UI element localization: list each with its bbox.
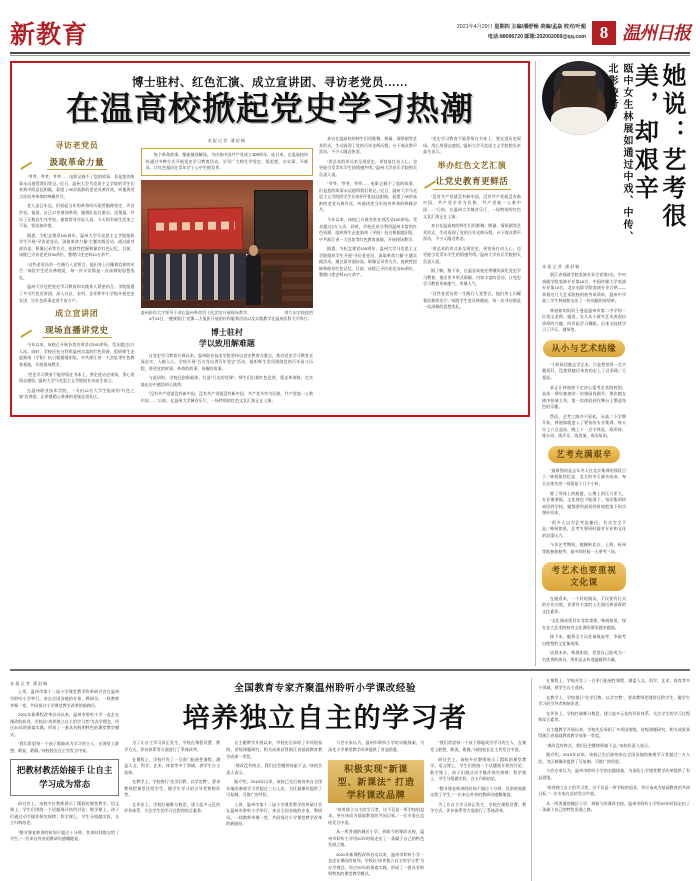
bottom-paragraph: 在评价上，学校打破唯分数论，建立起多元化的评价体系，关注学生的学习过程和综合素养。 [538, 710, 690, 723]
bottom-paragraph: 自主题教学开展以来，学校先后承担了多项国家级、省级课题研究，相关成果获得浙江省基础教育教学成果一等奖。 [226, 740, 323, 759]
lead-body-paragraph: “这些老党员用一生践行入党誓言，他们身上闪耀着信仰的光芒。”该院学生党员林晓说，每一次寻访都是一次深刻的思想洗礼。 [19, 261, 135, 280]
avatar-dress [551, 107, 607, 135]
bottom-right-column [531, 678, 690, 881]
bottom-paragraph: “整节课老师讲的时间不超过十分钟，其余时间都交给了学生。”一位来自外省的教研员感慨地说。 [10, 829, 120, 842]
photo-caption-row [141, 308, 313, 316]
lead-body-paragraph: 据了解，接下来，在温各高校还将继续深化党史学习教育，推出更多形式新颖、内容丰富的活动，让党史学习教育更接地气、更聚人气。 [423, 268, 521, 287]
bottom-paragraph: 在评价上，学校打破唯分数论，建立起多元化的评价体系，关注学生的学习过程和综合素养。 [124, 801, 221, 814]
section-heading-2 [19, 309, 135, 338]
section-heading-1-line2: 汲取革命力量 [47, 157, 108, 170]
lead-body-paragraph: 来自在温高校的师生们用歌舞、朗诵、情景剧等艺术形式，生动再现了党的百年光辉历程。台下观众掌声雷动，不少人眼含热泪。 [423, 223, 521, 242]
photo-screen [254, 190, 308, 251]
photo-podium [263, 267, 282, 305]
bottom-byline: 本报记者 潘舒畅 [10, 681, 49, 687]
issue-date: 2021年4月29日 [457, 24, 493, 31]
photo-audience [144, 254, 251, 300]
bottom-col-b [226, 740, 322, 881]
lead-note-text: 每个革命故事，都能被丝解读。为庆祝中国共产党成立100周年，连日来，在温高校纷纷通过多种方式开展党史学习教育活动，引导广大师生学党史、悟思想、办实事、开新局，让红色基因在青年学子心中生根发芽。 [145, 151, 309, 171]
sidebar-text-column [542, 264, 626, 663]
sidebar-byline: 本报记者 潘舒畅 [542, 264, 581, 269]
bottom-col-c [328, 740, 424, 881]
section-heading-1 [19, 141, 135, 170]
bottom-paragraph: 在课程上，学校开发了一百余门拓展性课程，涵盖人文、科学、艺术、体育等多个领域，供学生自主选择。 [124, 756, 221, 775]
lead-column-1 [19, 136, 135, 408]
sidebar-kicker: 瓯中女生林展如通过中戏、中传、北影校考 [606, 63, 632, 243]
section-heading-3 [141, 327, 313, 350]
sidebar-paragraph: 在她看来，一个好的演员，不仅要有扎实的专业功底，更要有丰富的人生阅历和深厚的文化素养。 [542, 595, 626, 614]
bottom-paragraph: “整节课老师讲的时间不超过十分钟，其余时间都交给了学生。”一位来自外省的教研员感慨地说。 [430, 785, 527, 798]
bottom-package [6, 674, 694, 881]
bottom-paragraph: 为了让自主学习真正发生，学校在课程设置、教学方式、评价体系等方面进行了系统改革。 [124, 740, 221, 752]
sidebar-paragraph: “文化课成绩其实非常重要。”林展如说，现在各大艺术院校对文化课的要求越来越高。 [542, 618, 626, 630]
bottom-paragraph: “我们希望每一个孩子都能成为学习的主人，在课堂上敢想、敢说、敢做。”该校校长在主旨发言中说。 [10, 741, 120, 753]
bottom-paragraph: “我们希望每一个孩子都能成为学习的主人，在课堂上敢想、敢说、敢做。”该校校长在主旨发言中说。 [430, 740, 527, 752]
bottom-paragraph: “课改没有终点，我们还会继续探索下去。”该校负责人表示。 [226, 763, 323, 775]
masthead-meta [457, 23, 586, 41]
designer-credit: 美编/孟焱 [540, 24, 563, 31]
bottom-pull-quote: 把教材教活始接手 让自主学习成为常态 [10, 759, 119, 795]
lead-body-paragraph: 与此同时，学校还创新载体，打造“行走的党课”。师生们沿着红色足迹，重走革命路，在实地走访中感悟初心使命。 [140, 375, 314, 387]
sidebar-pill-2: 艺考充满艰辛 [548, 446, 620, 463]
bottom-paragraph: 从一所普通的城区小学，到如今的课改名校，温州市聆听小学用20年时间走出了一条属于自己的特色发展之路。 [538, 800, 690, 813]
lead-body-paragraph: “爷爷，爷爷，爷爷……电影记载不了您的故事，但是您的故事永远值得我们铭记。”近日，温州大学马克思主义学院的学生们来到平阳县昆阳镇，看望了95岁高龄的老党员黄作宾，听他讲述当年投身革命的峥嵘岁月。 [19, 174, 135, 199]
section-heading-4-line1: 举办红色文艺汇演 [437, 160, 507, 170]
masthead-right [457, 19, 690, 48]
lead-columns [19, 136, 521, 408]
sidebar-paragraph: 然而，艺考之路并不轻松。从高二下学期开始，林展如就进入了紧张的专业集训。每天早上六点起床，晚上十一点才休息，练形体、练台词、练声乐、练表演，周而复始。 [542, 413, 626, 439]
bottom-left-column [10, 678, 119, 881]
section-heading-4-line2: 让党史教育更鲜活 [433, 176, 512, 189]
photo-credit: 图片由学校提供 [284, 309, 314, 315]
section-heading-1-line1: 寻访老党员 [55, 140, 99, 150]
sidebar-paragraph: 今年艺考期间，她辗转北京、上海、杭州等地参加校考，最多的时候一天要考三场。 [542, 542, 626, 554]
lead-body-paragraph: 老人虽已年迈，但说起当年的革命经历依然眼神坚定、声音洪亮。他说，自己17岁参加革命，跟着队伍打游击、送情报，经历了无数次生死考验。他常常对年轻人说，今天的幸福生活来之不易，要倍加珍惜。 [19, 203, 135, 229]
lead-byline: 本报记者 潘舒畅 [207, 137, 247, 143]
sidebar-paragraph: 谈到未来，林展如说，希望自己能成为一名优秀的演员，用作品去传递温暖和力量。 [542, 650, 626, 662]
lead-body-paragraph: 来自在温高校的师生们用歌舞、朗诵、情景剧等艺术形式，生动再现了党的百年光辉历程。台下观众掌声雷动，不少人眼含热泪。 [319, 135, 418, 155]
paper-masthead-title: 温州日报 [622, 23, 690, 43]
bottom-paragraph: “培养独立自主的学习者，这不仅是一所学校的追求，更应该成为基础教育的共同目标。”一位专家在总结发言中说。 [328, 806, 425, 825]
lead-column-4 [423, 136, 521, 408]
sidebar-paragraph: 真正让林展如下定决心报考艺术院校的，是高一那年参加的一次校园戏剧节。那次她在剧中扮演主角，第一次体验到在舞台上塑造角色的乐趣。 [542, 384, 626, 410]
lead-body-paragraph: “没有共产党就没有新中国，没有共产党就没有新中国，共产党辛劳为民族，共产党他一心救中国……”日前，在温州大学城音乐厅，一场特别的红色文艺汇演正在上演。 [140, 391, 314, 403]
bottom-text-columns [124, 740, 526, 881]
bottom-divider [10, 669, 690, 671]
lead-body-paragraph: 自党史学习教育开展以来，温州职业技术学院坚持以党史教育为重点，推动党史学习教育走深走实、入脑入心。学校开展“百名党员讲百年党史”活动，组织师生党员围绕党的百年奋斗历程，讲述党的故事、革命的故事、英雄的故事。 [140, 352, 314, 371]
lead-headline: 在温高校掀起党史学习热潮 [66, 92, 474, 128]
lead-date-note: 4月13日，“健康浙江”党课—大冤医开展的社科服务活动以及实践教学在温州医科大学举行。 [148, 315, 312, 321]
lead-photo [141, 180, 313, 308]
proofreader-credit: 校对/叶超 [563, 24, 586, 31]
bottom-main-column [124, 678, 526, 881]
bottom-paragraph: 在教学上，学校推行“先学后教、以学定教”，要求教师把课堂还给学生，做学生学习的引导者和陪伴者。 [124, 779, 221, 798]
bottom-paragraph: 与会专家认为，温州市聆听小学的实践探索，为深化小学课堂教学改革提供了有益借鉴。 [538, 768, 690, 780]
lead-column-3 [319, 136, 417, 408]
photo-caption: 温州医科大学领导干部在温州革命烈士纪念馆开展现场教学。 [140, 309, 252, 315]
lead-package-box [10, 61, 530, 417]
bottom-paragraph: 为了让自主学习真正发生，学校在课程设置、教学方式、评价体系等方面进行了系统改革。 [430, 801, 527, 814]
section-heading-3-line2: 学以致用解难题 [198, 339, 255, 349]
section-heading-2-line2: 现场直播讲党史 [42, 325, 112, 338]
sidebar-paragraph: 接下来，她将全力以赴备战高考，争取考出理想的文化课成绩。 [542, 634, 626, 646]
sidebar-paragraph: “很多人以为艺考是捷径，其实完全不是。”林展如说，艺考生要同时面对专业和文化的双重压力。 [542, 519, 626, 538]
lead-body-paragraph: “党史学习教育不能停留在书本上，要走进历史现场，用心用情去感悟。”温州大学马克思主义学院院长卓高生表示。 [423, 135, 521, 155]
lead-package-column [10, 61, 530, 666]
sidebar-headline-area [542, 61, 690, 261]
lead-body-paragraph: 在温州职业技术学院，一支由12名大学生组成的“红色之旅”宣讲团，正带着精心准备的党课走进社区。 [19, 387, 135, 400]
sidebar-paragraph: 除了身体上的疲惫，心理上的压力更大。专业课要练，文化课也不能落下。每次集训结束回到学校，她都要用最短的时间把落下的功课补回来。 [542, 490, 626, 516]
lead-body-paragraph: 今年以来，该校已开展各类宣讲活动100余场，受众超过2万人次。同时，学校还充分利用温州丰富的红色资源，组织师生走进浙南（平阳）抗日根据地旧址、中共浙江省一大会址等红色教育基地，开展现场教学。 [319, 216, 418, 242]
bottom-paragraph: 据介绍，2015年以来，该校已先后接待来自全国各地的参观学习者超过三万人次，为区域课改提供了可复制、可推广的经验。 [538, 752, 690, 764]
section-heading-3-line1: 博士驻村 [210, 327, 243, 337]
lead-body-paragraph: “这些老党员用一生践行入党誓言，他们身上闪耀着信仰的光芒。”该院学生党员林晓说，每一次寻访都是一次深刻的思想洗礼。 [423, 290, 521, 310]
bottom-paragraph: 据介绍，2015年以来，该校已先后接待来自全国各地的参观学习者超过三万人次，为区域课改提供了可复制、可推广的经验。 [226, 779, 323, 798]
sidebar-feature [535, 61, 690, 666]
bottom-paragraph: 在课程上，学校开发了一百余门拓展性课程，涵盖人文、科学、艺术、体育等多个领域，供学生自主选择。 [538, 678, 690, 690]
lead-body-paragraph: 据悉，为纪念建党100周年，温州大学马克思主义学院组织学生开展“寻访老党员、汲取革命力量”主题实践活动，通过面对面访谈、影像记录等方式，抢救性挖掘和保存红色记忆。目前，该院已寻访老党员30余位，整理口述史料10万余字。 [319, 246, 418, 278]
slash-decoration-icon [20, 161, 32, 169]
lead-note-box [141, 148, 313, 176]
bottom-paragraph: 研讨会上，该校多位教师展示了精彩的课堂教学。语文课上，学生们围绕一个话题展开热烈讨论；数学课上，孩子们通过动手操作探究规律；科学课上，学生分组做实验，自主归纳结论。 [430, 756, 527, 782]
slash-decoration-icon [20, 329, 32, 337]
avatar-headband [562, 71, 596, 76]
editor-credit: 主编/潘舒畅 [511, 24, 539, 31]
photo-speaker [246, 254, 262, 305]
sidebar-pill-3: 考艺术也要重视文化课 [542, 562, 626, 591]
bottom-paragraph: 从一所普通的城区小学，到如今的课改名校，温州市聆听小学用20年时间走出了一条属于自己的特色发展之路。 [328, 829, 425, 848]
lead-body-paragraph: 温州大学还把党史学习教育和实践育人紧密结合。学院组建了多支红色宣讲团，深入社区、农村、企业和中小学校开展党史宣讲，让红色故事走进千家万户。 [19, 284, 135, 303]
contact-email: 邮箱:202002069@qq.com [524, 33, 586, 40]
bottom-headline: 培养独立自主的学习者 [182, 703, 468, 734]
bottom-paragraph: 与会专家认为，温州市聆听小学的实践探索，为深化小学课堂教学改革提供了有益借鉴。 [328, 740, 425, 752]
bottom-paragraph: 上周，温州市第十二届小学课堂教学改革研讨会在温州市聆听小学举行。来自全国各地的专家、教研员、一线教师齐聚一堂，共同探讨小学课堂教学改革的新路径。 [10, 689, 120, 708]
bottom-kicker: 全国教育专家齐聚温州聆听小学课改经验 [234, 684, 417, 695]
bottom-paragraph: 研讨会上，该校多位教师展示了精彩的课堂教学。语文课上，学生们围绕一个话题展开热烈讨论；数学课上，孩子们通过动手操作探究规律；科学课上，学生分组做实验，自主归纳结论。 [10, 800, 120, 826]
bottom-paragraph: 2001年新课程改革启动以来，温州市聆听小学一直走在课改的前列。学校以“培养独立自主的学习者”为办学理念，经过20年的探索实践，形成了一套具有鲜明特色的课堂教学模式。 [10, 712, 120, 737]
bottom-paragraph: “培养独立自主的学习者，这不仅是一所学校的追求，更应该成为基础教育的共同目标。”一位专家在总结发言中说。 [538, 784, 690, 797]
sidebar-paragraph: 林展如的妈妈王曼是温州市第二中学的一位语文老师。她说，女儿从小就对艺术表现出浓厚的兴趣，四岁起学习舞蹈，后来又陆续学习了声乐、钢琴等。 [542, 307, 626, 333]
lead-body-paragraph: “党史学习教育不能停留在书本上，要走进历史现场，用心用情去感悟。”温州大学马克思主义学院院长卓高生表示。 [19, 371, 135, 384]
bottom-gold-heading: 积极实现“新课型、新课法” 打造学科课改品牌 [328, 760, 424, 803]
section-name: 新教育 [10, 22, 89, 49]
lead-body-paragraph: “没有共产党就没有新中国，没有共产党就没有新中国，共产党辛劳为民族，共产党他一心救中国……”日前，在温州大学城音乐厅，一场特别的红色文艺汇演正在上演。 [423, 193, 521, 219]
section-heading-2-line1: 成立宣讲团 [55, 309, 99, 319]
page-number: 8 [592, 21, 616, 45]
lead-column-2 [141, 136, 313, 408]
bottom-col-d [430, 740, 526, 881]
sidebar-paragraph: 浙江省戏剧学院表演专业全省第2名、中央戏剧学院表演专业第16名、中国传媒大学表演专业第10名、北京电影学院表演专业合格——拿着这几大艺术院校的校考成绩单，温州中学高三学生林展如交出了一份亮眼的成绩单。 [542, 272, 626, 304]
section-heading-4 [423, 161, 521, 190]
photo-red-banner [147, 207, 243, 254]
contact-phone: 电话:88096720 [487, 33, 523, 40]
sidebar-paragraph: “最难熬的是去年冬天在北京集训的那段日子。”林展如回忆说，北方的冬天滴水成冰，每天在练功房一待就是十几个小时。 [542, 467, 626, 487]
bottom-paragraph: 2001年新课程改革启动以来，温州市聆听小学一直走在课改的前列。学校以“培养独立自主的学习者”为办学理念，经过20年的探索实践，形成了一套具有鲜明特色的课堂教学模式。 [328, 851, 425, 877]
bottom-paragraph: 上周，温州市第十二届小学课堂教学改革研讨会在温州市聆听小学举行。来自全国各地的专家、教研员、一线教师齐聚一堂，共同探讨小学课堂教学改革的新路径。 [226, 801, 323, 827]
lead-body-paragraph: “用艺术的形式来呈现党史，更容易打动人心，也更能引发青年学生的情感共鸣。”温州大学音乐学院相关负责人说。 [423, 245, 521, 264]
masthead-rule [10, 52, 690, 54]
lead-body-paragraph: 今年以来，该校已开展各类宣讲活动100余场，受众超过2万人次。同时，学校还充分利用温州丰富的红色资源，组织师生走进浙南（平阳）抗日根据地旧址、中共浙江省一大会址等红色教育基地，开展现场教学。 [19, 342, 135, 367]
lead-body-paragraph: “爷爷，爷爷，爷爷……电影记载不了您的故事，但是您的故事永远值得我们铭记。”近日，温州大学马克思主义学院的学生们来到平阳县昆阳镇，看望了95岁高龄的老党员黄作宾，听他讲述当年投身革命的峥嵘岁月。 [319, 181, 418, 213]
lead-kicker: 博士驻村、红色汇演、成立宣讲团、寻访老党员…… [132, 77, 408, 89]
page-body [6, 56, 694, 666]
lead-body-paragraph: 据悉，为纪念建党100周年，温州大学马克思主义学院组织学生开展“寻访老党员、汲取革命力量”主题实践活动，通过面对面访谈、影像记录等方式，抢救性挖掘和保存红色记忆。目前，该院已寻访老党员30余位，整理口述史料10万余字。 [19, 232, 135, 258]
sidebar-pill-1: 从小与艺术结缘 [543, 340, 624, 357]
bottom-col-a [124, 740, 220, 881]
masthead [6, 0, 694, 48]
sidebar-paragraph: “小时候送她去学艺术，只是想培养一点兴趣爱好，没想到她后来真的走上了这条路。”王曼说。 [542, 361, 626, 381]
bottom-paragraph: 在教学上，学校推行“先学后教、以学定教”，要求教师把课堂还给学生，做学生学习的引导者和陪伴者。 [538, 694, 690, 707]
issue-weekday: 星期四 [494, 24, 510, 31]
sidebar-headline: 她说：艺考很美，却艰辛 [630, 63, 684, 231]
bottom-paragraph: “课改没有终点，我们还会继续探索下去。”该校负责人表示。 [546, 742, 653, 748]
bottom-paragraph: 自主题教学开展以来，学校先后承担了多项国家级、省级课题研究，相关成果获得浙江省基础教育教学成果一等奖。 [538, 726, 690, 739]
lead-body-paragraph: “用艺术的形式来呈现党史，更容易打动人心，也更能引发青年学生的情感共鸣。”温州大学音乐学院相关负责人说。 [319, 158, 418, 177]
